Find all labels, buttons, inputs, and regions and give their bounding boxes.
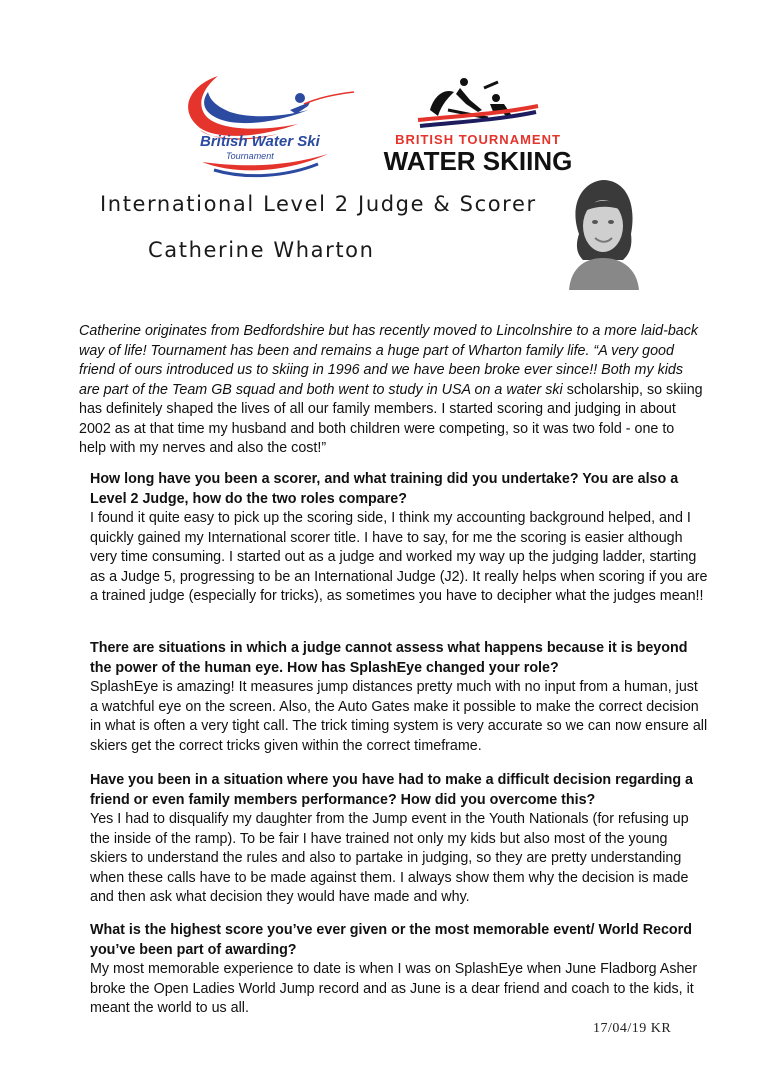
question: There are situations in which a judge cannot assess what happens because it is beyond the power of the human eye. How has SplashEye changed your role? (90, 640, 688, 676)
question: Have you been in a situation where you have had to make a difficult decision regarding a friend or even family members performance? How did you overcome this? (90, 772, 693, 808)
portrait-photo (561, 176, 643, 290)
intro-italic-text: Catherine originates from Bedfordshire but has recently moved to Lincolnshire to a more laid-back way of life! Tournament has been and remains a huge part of Wharton family life. “A very good friend of ours introduced us to skiing in 1996 and we have been broke ever since!! Both my kids are part of the Team GB squad and both went to study in USA on a water ski (79, 323, 699, 398)
logo2-line1: BRITISH TOURNAMENT (395, 132, 561, 147)
answer: Yes I had to disqualify my daughter from the Jump event in the Youth Nationals (for refusing up the inside of the ramp). To be fair I have trained not only my kids but also most of the young skiers to understand the rules and also to partake in judging, so they are pretty understanding when these calls have to be made against them. I always show them why the decision is made and then ask what decision they would have made and why. (90, 811, 689, 905)
answer: I found it quite easy to pick up the scoring side, I think my accounting background helped, and I quickly gained my International scorer title. I have to say, for me the scoring is easier although very time consuming. I started out as a judge and worked my way up the judging ladder, starting as a Judge 5, progressing to be an International Judge (J2). It really helps when scoring if you are a trained judge (especially for tricks), as sometimes you have to decipher what the judges mean!! (90, 510, 708, 604)
logo2-line2: WATER SKIING (383, 146, 573, 176)
answer: My most memorable experience to date is when I was on SplashEye when June Fladborg Asher broke the Open Ladies World Jump record and as June is a dear friend and coach to the kids, it meant the world to us all. (90, 961, 698, 1016)
british-water-ski-tournament-logo (178, 66, 358, 182)
page-title: International Level 2 Judge & Scorer (100, 192, 537, 216)
intro-paragraph (79, 322, 704, 459)
qa-section (90, 470, 708, 607)
qa-section (90, 639, 708, 756)
logo1-line2: Tournament (226, 151, 274, 161)
person-name: Catherine Wharton (148, 238, 375, 262)
logo1-line1: British Water Ski (200, 133, 320, 150)
answer: SplashEye is amazing! It measures jump distances pretty much with no input from a human, just a watchful eye on the screen. Also, the Auto Gates make it possible to make the correct decision in what is often a very tight call. The trick timing system is very accurate so we can now ensure all skiers get the correct tricks given within the correct timeframe. (90, 679, 708, 754)
footer-date-initials: 17/04/19 KR (593, 1021, 672, 1036)
question: What is the highest score you’ve ever given or the most memorable event/ World Record you’ve been part of awarding? (90, 922, 692, 958)
question: How long have you been a scorer, and what training did you undertake? You are also a Level 2 Judge, how do the two roles compare? (90, 471, 679, 507)
british-tournament-water-skiing-logo (378, 70, 578, 176)
qa-section (90, 921, 708, 1019)
qa-section (90, 771, 708, 908)
intro-regular-text: scholarship, so skiing has definitely shaped the lives of all our family members. I started scoring and judging in about 2002 as at that time my husband and both children were competing, so it was two fold - one to help with my nerves and also the cost!” (79, 381, 703, 456)
